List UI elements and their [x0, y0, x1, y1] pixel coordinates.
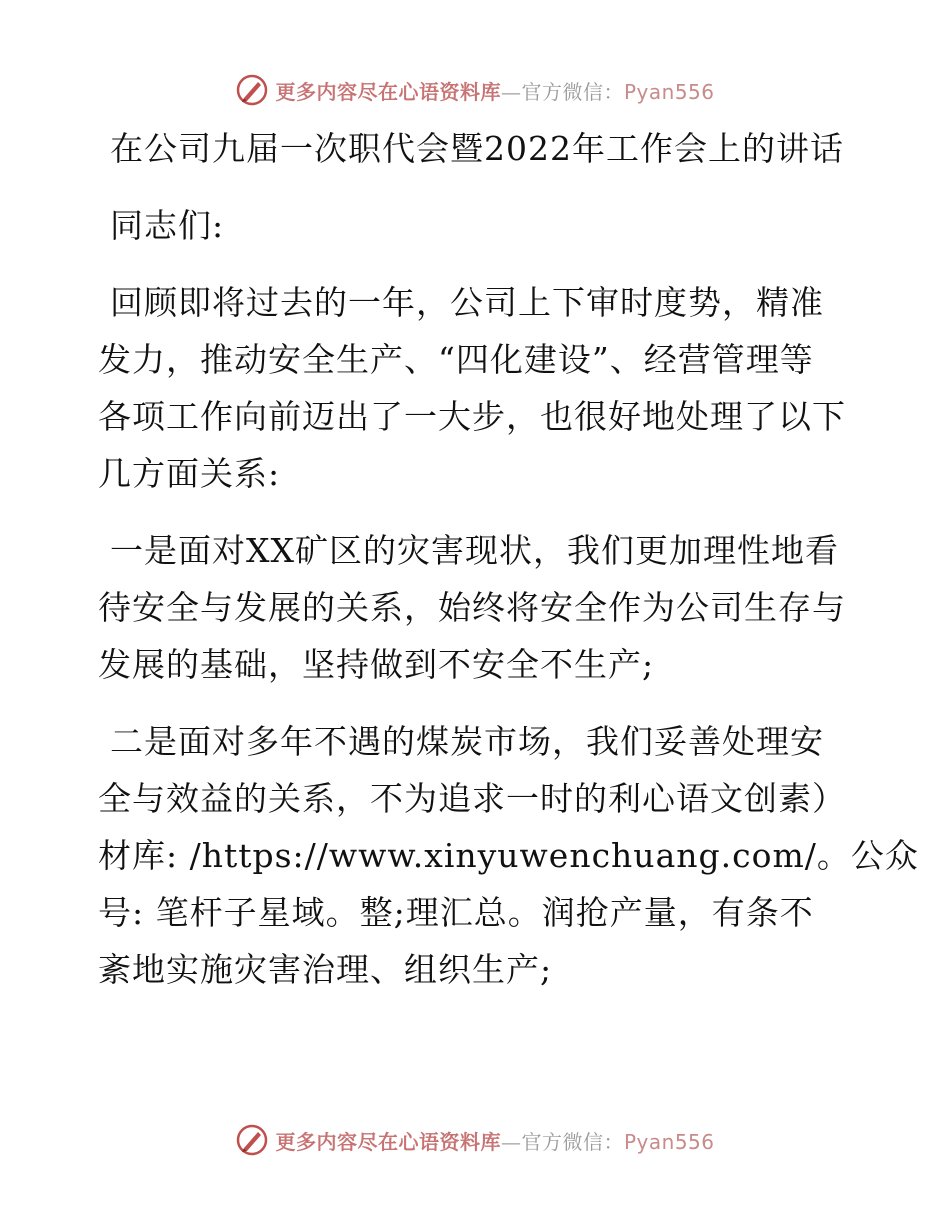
- document-title: 在公司九届一次职代会暨2022年工作会上的讲话: [110, 129, 844, 168]
- watermark-subtitle: 官方微信：: [521, 1129, 624, 1154]
- paragraph: [98, 522, 858, 693]
- watermark-subtitle: 官方微信：: [521, 79, 624, 104]
- document-body: [98, 120, 919, 998]
- paragraph-line: 全与效益的关系，不为追求一时的利心语文创素）: [98, 779, 846, 818]
- paragraph-line: 几方面关系:: [98, 454, 281, 493]
- paragraph-line: 回顾即将过去的一年，公司上下审时度势，精准: [110, 283, 824, 322]
- watermark-text: [275, 1126, 714, 1155]
- header-watermark: [0, 70, 950, 110]
- greeting: 同志们:: [110, 206, 225, 245]
- watermark-separator: —: [500, 79, 522, 104]
- watermark-wechat-id: Pyan556: [623, 1129, 715, 1154]
- watermark-brand: 更多内容尽在心语资料库: [275, 1129, 501, 1154]
- paragraph-line: 号: 笔杆子星域。整;理汇总。润抢产量，有条不: [98, 893, 814, 932]
- pen-logo-icon: [235, 1123, 269, 1157]
- paragraph: [98, 713, 919, 998]
- paragraph-line: 待安全与发展的关系，始终将安全作为公司生存与: [98, 588, 846, 627]
- paragraph-line: 紊地实施灾害治理、组织生产;: [98, 950, 553, 989]
- paragraph-line: 发力，推动安全生产、“四化建设”、经营管理等: [98, 340, 814, 379]
- paragraph-line: 发展的基础，坚持做到不安全不生产;: [98, 645, 655, 684]
- paragraph-line: 材库: /https://www.xinyuwenchuang.com/。公众: [98, 836, 919, 875]
- paragraph-line: 一是面对XX矿区的灾害现状，我们更加理性地看: [110, 531, 839, 570]
- watermark-wechat-id: Pyan556: [623, 79, 715, 104]
- watermark-separator: —: [500, 1129, 522, 1154]
- paragraph-line: 各项工作向前迈出了一大步，也很好地处理了以下: [98, 397, 846, 436]
- watermark-brand: 更多内容尽在心语资料库: [275, 79, 501, 104]
- footer-watermark: [0, 1120, 950, 1160]
- paragraph-line: 二是面对多年不遇的煤炭市场，我们妥善处理安: [110, 722, 824, 761]
- paragraph: [98, 274, 858, 502]
- watermark-text: [275, 76, 714, 105]
- pen-logo-icon: [235, 73, 269, 107]
